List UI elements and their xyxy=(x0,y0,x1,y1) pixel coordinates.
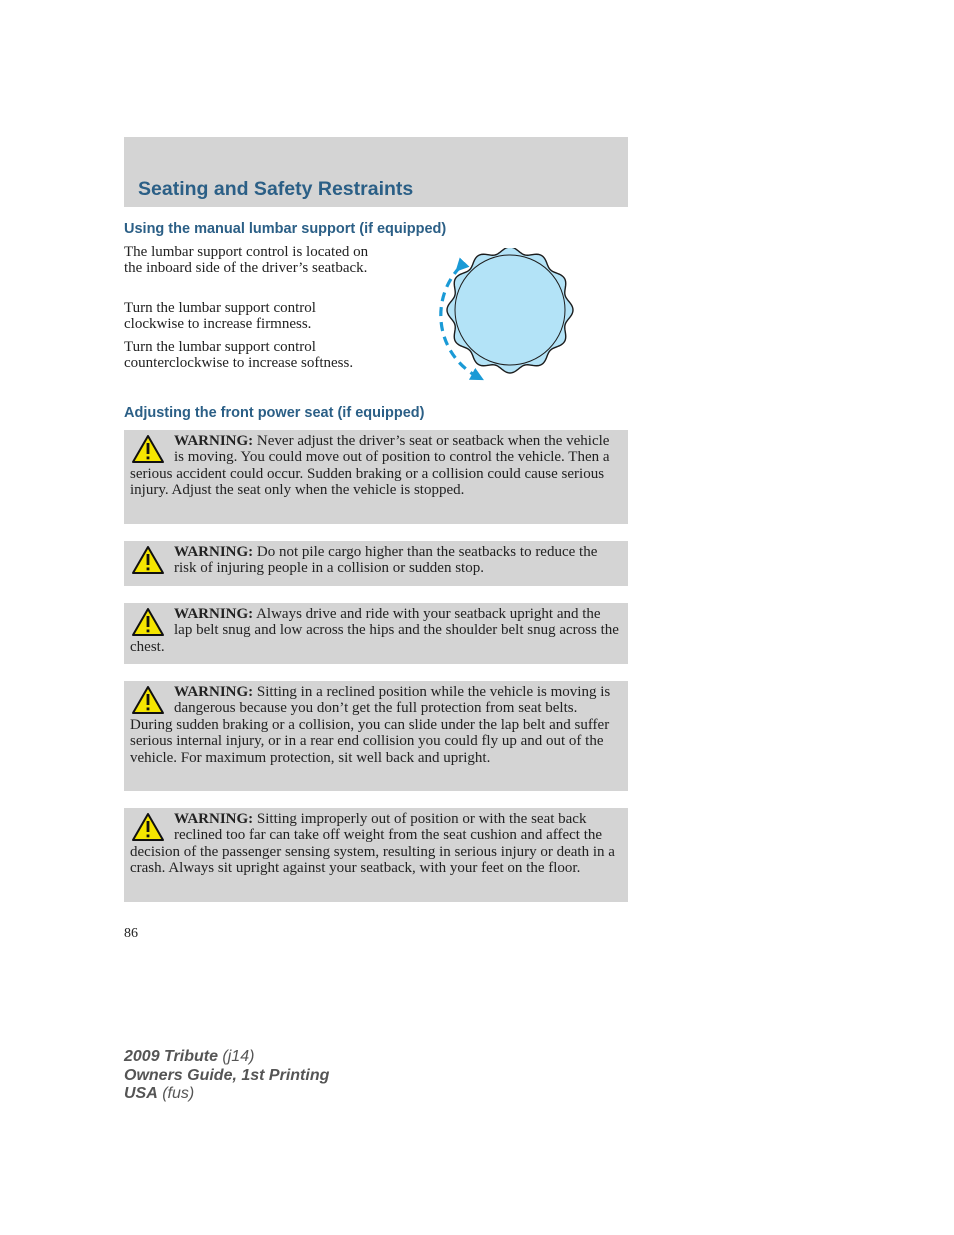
warning-triangle-icon xyxy=(131,685,165,715)
warning-label: WARNING: xyxy=(174,433,254,449)
warning-triangle-icon xyxy=(131,434,165,464)
warning-text: Always drive and ride with your seatback upright and the lap belt snug and low across the hips and the shoulder belt snug across the chest. xyxy=(130,606,619,655)
footer-line-1: 2009 Tribute (j14) xyxy=(124,1048,255,1065)
warning-label: WARNING: xyxy=(174,684,254,700)
section-title: Seating and Safety Restraints xyxy=(138,178,414,200)
lumbar-paragraph-1: The lumbar support control is located on the inboard side of the driver’s seatback. xyxy=(124,244,369,277)
warning-box xyxy=(124,808,628,902)
page-number: 86 xyxy=(124,926,138,941)
warning-text: Sitting in a reclined position while the vehicle is moving is dangerous because you don’t get the full protection from seat belts. During sudden braking or a collision, you can slide under the lap belt and suffer serious internal injury, or in a rear end collision you could fly up and out of the vehicle. For maximum protection, sit well back and upright. xyxy=(130,684,611,766)
warning-box xyxy=(124,541,628,586)
warning-text: Do not pile cargo higher than the seatbacks to reduce the risk of injuring people in a collision or sudden stop. xyxy=(174,544,598,577)
warning-label: WARNING: xyxy=(174,811,254,827)
warning-text: Never adjust the driver’s seat or seatback when the vehicle is moving. You could move out of position to control the vehicle. Then a serious accident could occur. Sudden braking or a collision could cause serious injury. Adjust the seat only when the vehicle is stopped. xyxy=(130,433,610,499)
lumbar-knob-icon xyxy=(424,248,574,384)
footer-line-3: USA (fus) xyxy=(124,1085,195,1102)
warning-box xyxy=(124,681,628,791)
warning-triangle-icon xyxy=(131,607,165,637)
lumbar-paragraph-2: Turn the lumbar support control clockwise to increase firmness. xyxy=(124,300,316,333)
warning-text: Sitting improperly out of position or with the seat back reclined too far can take off weight from the seat cushion and affect the decision of the passenger sensing system, resulting in serious injury or death in a crash. Always sit upright against your seatback, with your feet on the floor. xyxy=(130,811,615,877)
power-seat-heading: Adjusting the front power seat (if equipped) xyxy=(124,405,425,421)
section-header-band xyxy=(124,137,628,207)
lumbar-paragraph-3: Turn the lumbar support control counterclockwise to increase softness. xyxy=(124,339,354,372)
warning-label: WARNING: xyxy=(174,544,254,560)
warning-box xyxy=(124,603,628,664)
lumbar-heading: Using the manual lumbar support (if equipped) xyxy=(124,221,447,237)
warning-triangle-icon xyxy=(131,812,165,842)
footer-line-2: Owners Guide, 1st Printing xyxy=(124,1066,330,1084)
warning-triangle-icon xyxy=(131,545,165,575)
warning-box xyxy=(124,430,628,524)
document-footer xyxy=(124,1048,329,1104)
warning-label: WARNING: xyxy=(174,606,254,622)
